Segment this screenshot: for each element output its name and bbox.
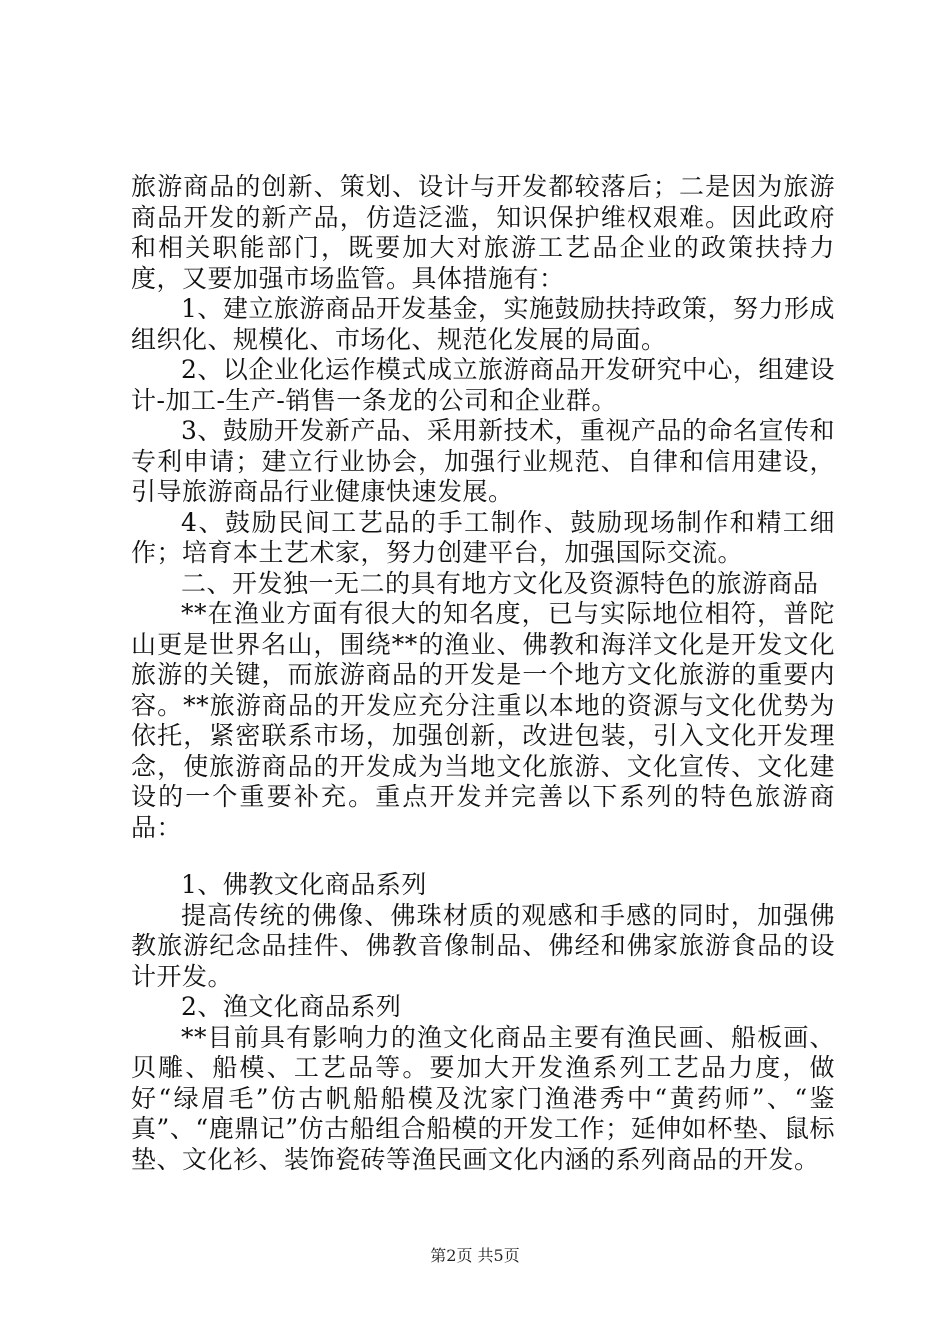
page-footer: 第2页 共5页 <box>430 1246 520 1265</box>
paragraph-fishing-products: **目前具有影响力的渔文化商品主要有渔民画、船板画、贝雕、船模、工艺品等。要加大开发渔系列工艺品力度，做好“绿眉毛”仿古帆船船模及沈家门渔港秀中“黄药师”、“鉴真”、“鹿鼎记”仿古船组合船模的开发工作；延伸如杯垫、鼠标垫、文化衫、装饰瓷砖等渔民画文化内涵的系列商品的开发。 <box>131 1022 835 1174</box>
paragraph-section-2-body: **在渔业方面有很大的知名度，已与实际地位相符，普陀山更是世界名山，围绕**的渔业、佛教和海洋文化是开发文化旅游的关键，而旅游商品的开发是一个地方文化旅游的重要内容。**旅游商品的开发应充分注重以本地的资源与文化优势为依托，紧密联系市场，加强创新，改进包装，引入文化开发理念，使旅游商品的开发成为当地文化旅游、文化宣传、文化建设的一个重要补充。重点开发并完善以下系列的特色旅游商品： <box>131 599 835 842</box>
paragraph-measure-2: 2、以企业化运作模式成立旅游商品开发研究中心，组建设计-加工-生产-销售一条龙的公司和企业群。 <box>131 355 835 415</box>
subheading-buddhist-products: 1、佛教文化商品系列 <box>181 870 427 899</box>
paragraph-measure-1: 1、建立旅游商品开发基金，实施鼓励扶持政策，努力形成组织化、规模化、市场化、规范化发展的局面。 <box>131 294 835 354</box>
subheading-fishing-products: 2、渔文化商品系列 <box>181 992 402 1021</box>
section-heading-2: 二、开发独一无二的具有地方文化及资源特色的旅游商品 <box>181 568 819 598</box>
document-body <box>131 172 835 1175</box>
paragraph-intro: 旅游商品的创新、策划、设计与开发都较落后；二是因为旅游商品开发的新产品，仿造泛滥，知识保护维权艰难。因此政府和相关职能部门，既要加大对旅游工艺品企业的政策扶持力度，又要加强市场监管。具体措施有： <box>131 172 835 293</box>
paragraph-buddhist-products: 提高传统的佛像、佛珠材质的观感和手感的同时，加强佛教旅游纪念品挂件、佛教音像制品、佛经和佛家旅游食品的设计开发。 <box>131 900 835 991</box>
paragraph-measure-3: 3、鼓励开发新产品、采用新技术，重视产品的命名宣传和专利申请；建立行业协会，加强行业规范、自律和信用建设，引导旅游商品行业健康快速发展。 <box>131 416 835 506</box>
paragraph-measure-4: 4、鼓励民间工艺品的手工制作、鼓励现场制作和精工细作；培育本土艺术家，努力创建平台，加强国际交流。 <box>131 507 835 567</box>
